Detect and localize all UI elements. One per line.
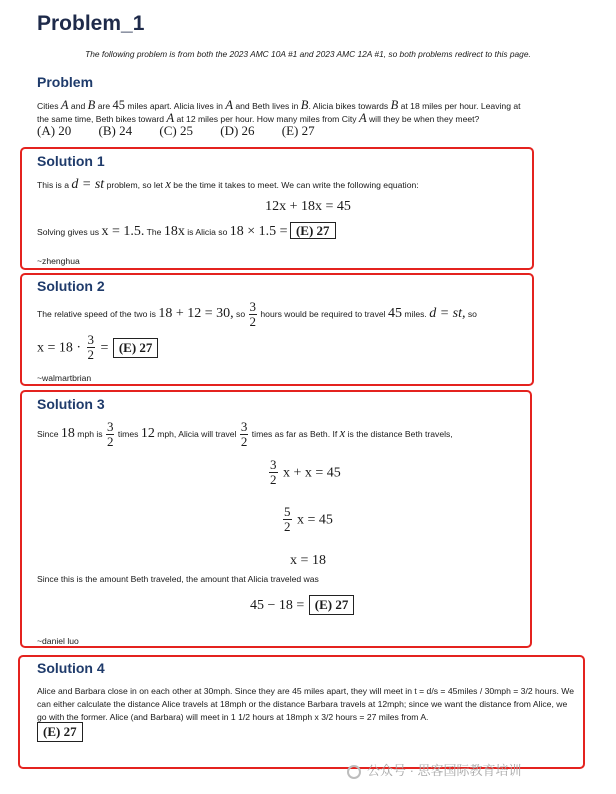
solution-2-line-1: The relative speed of the two is 18 + 12 = 30, so $\frac{3}{2}$ hours would be required to travel 45 miles. d = st, so bbox=[37, 299, 477, 329]
solution-3-line-1: Since 18 mph is $\frac{3}{2}$ times 12 mph, Alicia will travel $\frac{3}{2}$ times as far as Beth. If x is the distance Beth travels, bbox=[37, 419, 453, 449]
solution-1-equation: 12x + 18x = 45 bbox=[265, 199, 351, 214]
solution-3-equation-1: $\frac{3}{2}$ x + x = 45 bbox=[270, 457, 341, 487]
solution-4-answer-wrap bbox=[37, 722, 83, 742]
solution-1-line-1: This is a d = st problem, so let x be the time it takes to meet. We can write the following equation: bbox=[37, 177, 419, 192]
choice-b: (B) 24 bbox=[98, 123, 133, 138]
solution-1-line-2: Solving gives us x = 1.5. The 18x is Alicia so 18 × 1.5 = (E) 27 bbox=[37, 222, 336, 239]
solution-3-equation-3: x = 18 bbox=[290, 553, 326, 568]
choice-c: (C) 25 bbox=[159, 123, 193, 138]
solution-3-answer: (E) 27 bbox=[309, 595, 355, 615]
answer-choices bbox=[37, 123, 339, 139]
wechat-icon bbox=[347, 765, 361, 779]
redirect-note: The following problem is from both the 2023 AMC 10A #1 and 2023 AMC 12A #1, so both problems redirect to this page. bbox=[85, 49, 531, 59]
solution-3-author: ~daniel luo bbox=[37, 636, 79, 646]
solution-4-answer: (E) 27 bbox=[37, 722, 83, 742]
watermark-text: 公众号 · 思客国际教育培训 bbox=[367, 763, 522, 778]
solution-3-equation-2: $\frac{5}{2}$ x = 45 bbox=[284, 504, 333, 534]
solution-1-answer: (E) 27 bbox=[290, 222, 336, 239]
fraction-three-halves: $\frac{3}{2}$ bbox=[249, 299, 256, 329]
page-title: Problem_1 bbox=[37, 12, 145, 35]
choice-d: (D) 26 bbox=[220, 123, 255, 138]
solution-3-line-2: Since this is the amount Beth traveled, the amount that Alicia traveled was bbox=[37, 574, 319, 584]
problem-line-2: the same time, Beth bikes toward A at 12 miles per hour. How many miles from City A will they be when they meet? bbox=[37, 111, 480, 125]
solution-2-answer: (E) 27 bbox=[113, 338, 159, 358]
solution-4-heading: Solution 4 bbox=[37, 660, 105, 676]
solution-1-heading: Solution 1 bbox=[37, 153, 105, 169]
choice-a: (A) 20 bbox=[37, 123, 72, 138]
solution-2-author: ~walmartbrian bbox=[37, 373, 92, 383]
solution-1-author: ~zhenghua bbox=[37, 256, 80, 266]
solution-4-body: Alice and Barbara close in on each other at 30mph. Since they are 45 miles apart, they will meet in t = d/s = 45miles / 30mph = 3/2 hours. We can either calculate the distance Alice travels at 18mph or the distance Barbara travels at 12mph; since we want the distance from Alice, we go with the former. Alice (and Barbara) will meet in 1 1/2 hours at 18mph x 3/2 hours = 27 miles from A. bbox=[37, 686, 575, 722]
solution-3-equation-4: 45 − 18 = (E) 27 bbox=[250, 595, 354, 615]
watermark bbox=[347, 760, 522, 779]
problem-heading: Problem bbox=[37, 74, 94, 90]
solution-3-heading: Solution 3 bbox=[37, 396, 105, 412]
solution-2-line-2: x = 18 · $\frac{3}{2}$ = (E) 27 bbox=[37, 333, 158, 362]
solution-2-heading: Solution 2 bbox=[37, 278, 105, 294]
choice-e: (E) 27 bbox=[281, 123, 315, 138]
problem-line-1: Cities A and B are 45 miles apart. Alicia lives in A and Beth lives in B. Alicia bikes towards B at 18 miles per hour. Leaving at bbox=[37, 98, 521, 112]
